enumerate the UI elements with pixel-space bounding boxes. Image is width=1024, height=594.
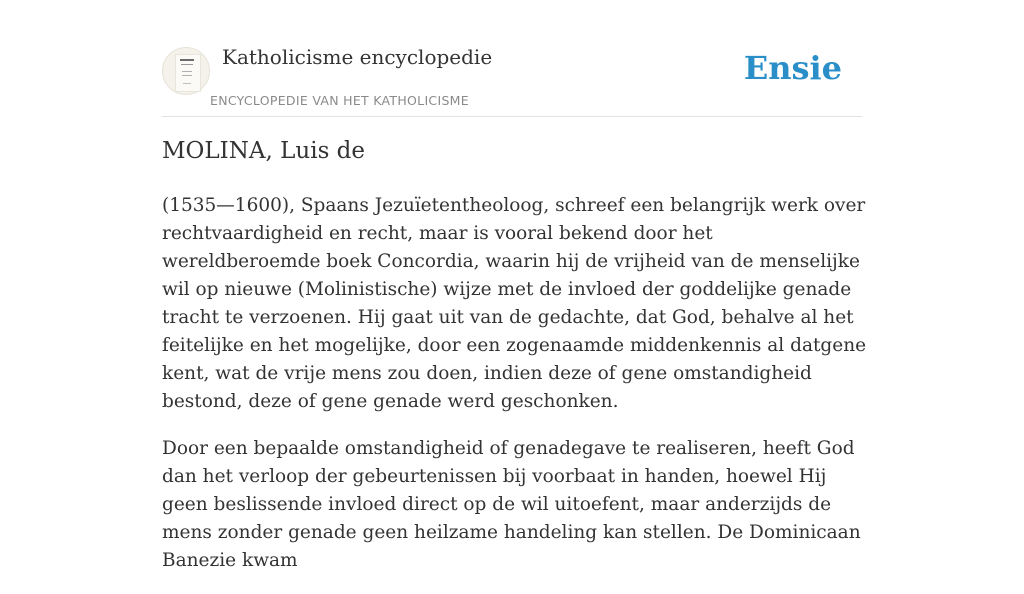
site-title-link[interactable]: Katholicisme encyclopedie <box>222 45 493 69</box>
page-container <box>162 0 867 571</box>
site-subtitle: ENCYCLOPEDIE VAN HET KATHOLICISME <box>210 93 469 108</box>
article-title: MOLINA, Luis de <box>162 138 366 164</box>
ensie-brand-link[interactable]: Ensie <box>743 49 842 87</box>
book-cover <box>175 54 201 92</box>
article-body <box>162 192 867 594</box>
article-paragraph: Door een bepaalde omstandigheid of genadegave te realiseren, heeft God dan het verloop der gebeurtenissen bij voorbaat in handen, hoewel Hij geen beslissende invloed direct op de wil uitoefent, maar anderzijds de mens zonder genade geen heilzame handeling kan stellen. De Dominicaan Banezie kwam <box>162 438 861 571</box>
article-paragraph: (1535—1600), Spaans Jezuïetentheoloog, schreef een belangrijk werk over rechtvaardigheid en recht, maar is vooral bekend door het wereldberoemde boek Concordia, waarin hij de vrijheid van de menselijke wil op nieuwe (Molinistische) wijze met de invloed der goddelijke genade tracht te verzoenen. Hij gaat uit van de gedachte, dat God, behalve al het feitelijke en het mogelijke, door een zogenaamde middenkennis al datgene kent, wat de vrije mens zou doen, indien deze of gene omstandigheid bestond, deze of gene genade werd geschonken. <box>162 195 867 412</box>
site-header <box>162 0 862 117</box>
encyclopedia-cover-icon[interactable] <box>162 47 210 95</box>
